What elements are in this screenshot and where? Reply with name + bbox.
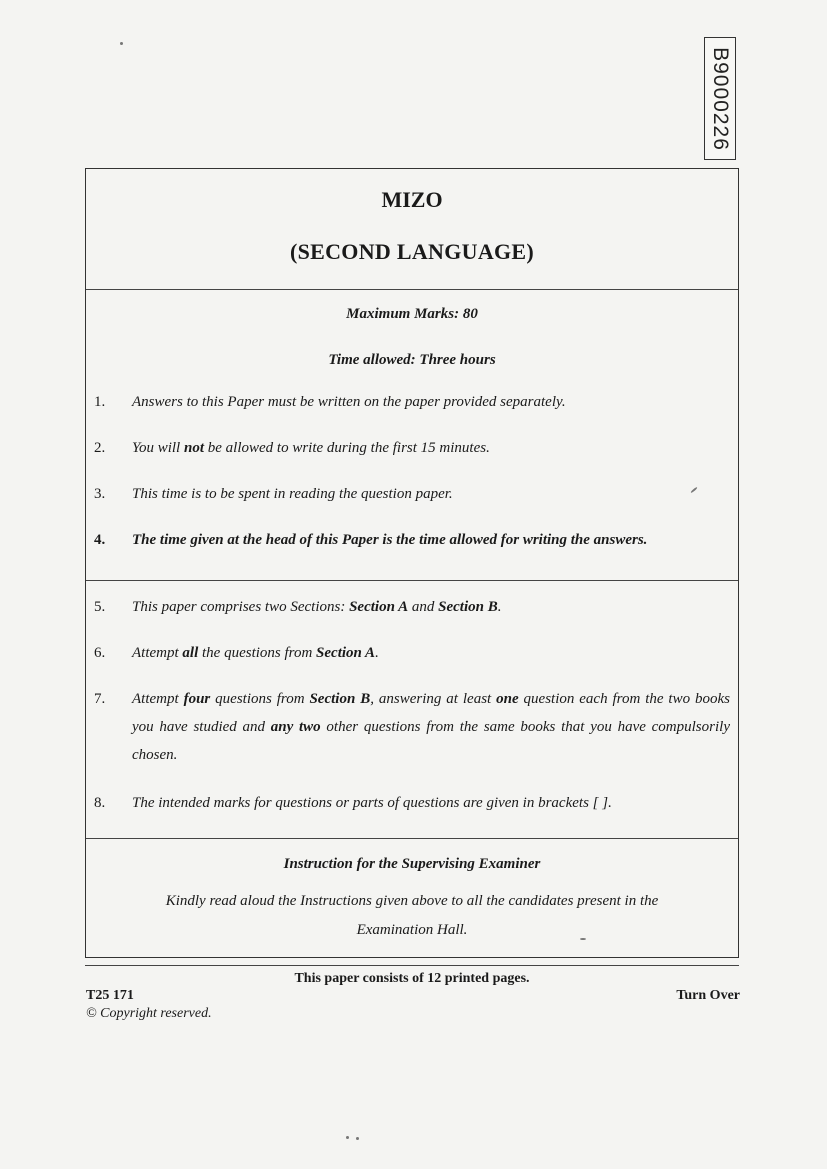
instruction-text: Attempt all the questions from Section A. (132, 645, 379, 661)
instruction-number: 8. (94, 795, 106, 811)
scan-speck (346, 1136, 349, 1139)
page-count-note: This paper consists of 12 printed pages. (294, 971, 530, 986)
max-marks: Maximum Marks: 80 (346, 306, 478, 322)
instruction-number: 5. (94, 599, 106, 615)
instruction-text: This paper comprises two Sections: Section A and Section B. (132, 599, 502, 615)
paper-code: T25 171 (86, 988, 134, 1003)
time-allowed: Time allowed: Three hours (328, 352, 496, 368)
instruction-text: This time is to be spent in reading the question paper. (132, 486, 453, 502)
scan-speck (356, 1137, 359, 1140)
scan-speck (120, 42, 123, 45)
supervisor-heading: Instruction for the Supervising Examiner (283, 856, 541, 872)
turn-over-label: Turn Over (676, 988, 740, 1003)
supervisor-text-line: Examination Hall. (356, 922, 468, 938)
instruction-number: 2. (94, 440, 106, 456)
instruction-number: 3. (94, 486, 106, 502)
copyright-note: © Copyright reserved. (86, 1006, 212, 1021)
footer-rule (85, 965, 739, 966)
supervisor-instructions (86, 839, 738, 957)
instruction-text: You will not be allowed to write during the first 15 minutes. (132, 440, 490, 456)
instruction-number: 1. (94, 394, 106, 410)
serial-number: B9000226 (709, 46, 733, 151)
instruction-number: 7. (94, 691, 106, 707)
paper-title: MIZO (381, 187, 443, 212)
instruction-number: 6. (94, 645, 106, 661)
cover-frame (85, 168, 739, 958)
instruction-text: Attempt four questions from Section B, answering at least one question each from the two books you have studied and any two other questions from the same books that you have compulsorily chosen. (132, 691, 731, 763)
general-instructions (86, 290, 738, 581)
serial-number-box (704, 37, 736, 160)
instruction-text: The intended marks for questions or parts of questions are given in brackets [ ]. (132, 795, 612, 811)
instruction-text: The time given at the head of this Paper is the time allowed for writing the answers. (132, 532, 648, 548)
supervisor-text-line: Kindly read aloud the Instructions given above to all the candidates present in the (165, 893, 659, 909)
paper-subtitle: (SECOND LANGUAGE) (289, 239, 535, 264)
instruction-number: 4. (94, 532, 106, 548)
section-instructions (86, 581, 738, 839)
instruction-text: Answers to this Paper must be written on the paper provided separately. (132, 394, 566, 410)
title-section (86, 169, 738, 290)
